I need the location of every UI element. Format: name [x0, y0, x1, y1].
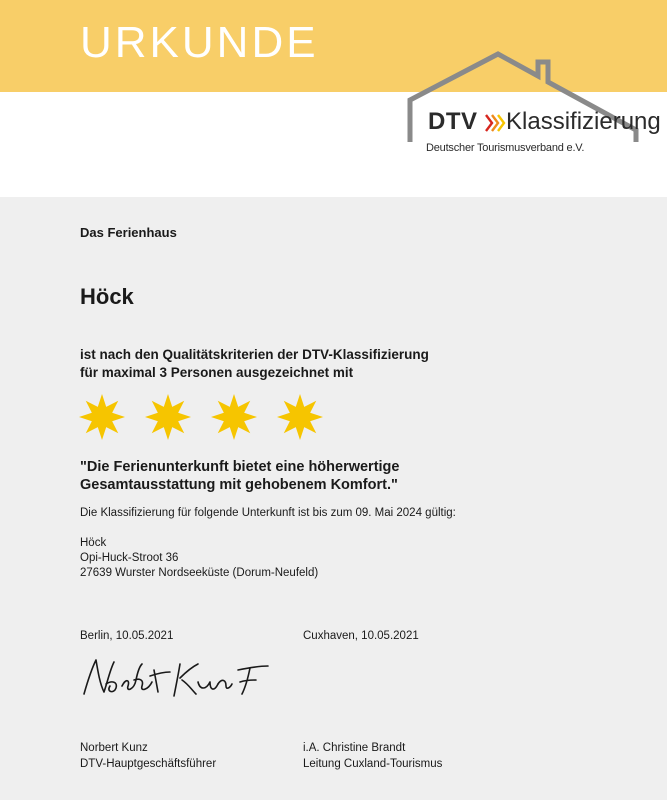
signer-right	[303, 740, 442, 772]
document-title: URKUNDE	[80, 18, 319, 67]
place-date-left: Berlin, 10.05.2021	[80, 630, 174, 642]
star-icon	[276, 393, 324, 441]
address-city: 27639 Wurster Nordseeküste (Dorum-Neufeld)	[80, 567, 319, 579]
address-street: Opi-Huck-Stroot 36	[80, 552, 179, 564]
logo-subtitle: Deutscher Tourismusverband e.V.	[426, 142, 585, 154]
quote-line: "Die Ferienunterkunft bietet eine höherwertige	[80, 459, 400, 475]
star-icon	[78, 393, 126, 441]
signer-name: i.A. Christine Brandt	[303, 742, 406, 754]
star-rating	[78, 393, 324, 441]
chevrons-icon	[484, 112, 506, 134]
criteria-text	[80, 346, 429, 382]
handwritten-signature	[76, 650, 276, 710]
place-date-right: Cuxhaven, 10.05.2021	[303, 630, 419, 642]
logo-dtv-text: DTV	[428, 108, 478, 135]
quote-line: Gesamtausstattung mit gehobenem Komfort."	[80, 477, 398, 493]
quote-text	[80, 458, 399, 494]
property-name: Höck	[80, 284, 134, 309]
intro-text: Das Ferienhaus	[80, 225, 177, 240]
dtv-logo	[398, 50, 661, 170]
criteria-line: für maximal 3 Personen ausgezeichnet mit	[80, 365, 354, 380]
signer-title: DTV-Hauptgeschäftsführer	[80, 758, 217, 770]
validity-text: Die Klassifizierung für folgende Unterkunft ist bis zum 09. Mai 2024 gültig:	[80, 507, 456, 519]
logo-klassifizierung-text: Klassifizierung	[506, 108, 661, 135]
criteria-line: ist nach den Qualitätskriterien der DTV-Klassifizierung	[80, 347, 429, 362]
signer-title: Leitung Cuxland-Tourismus	[303, 758, 443, 770]
signer-name: Norbert Kunz	[80, 742, 148, 754]
star-icon	[144, 393, 192, 441]
star-icon	[210, 393, 258, 441]
signer-left	[80, 740, 216, 772]
address-name: Höck	[80, 537, 107, 549]
address-block	[80, 536, 318, 581]
